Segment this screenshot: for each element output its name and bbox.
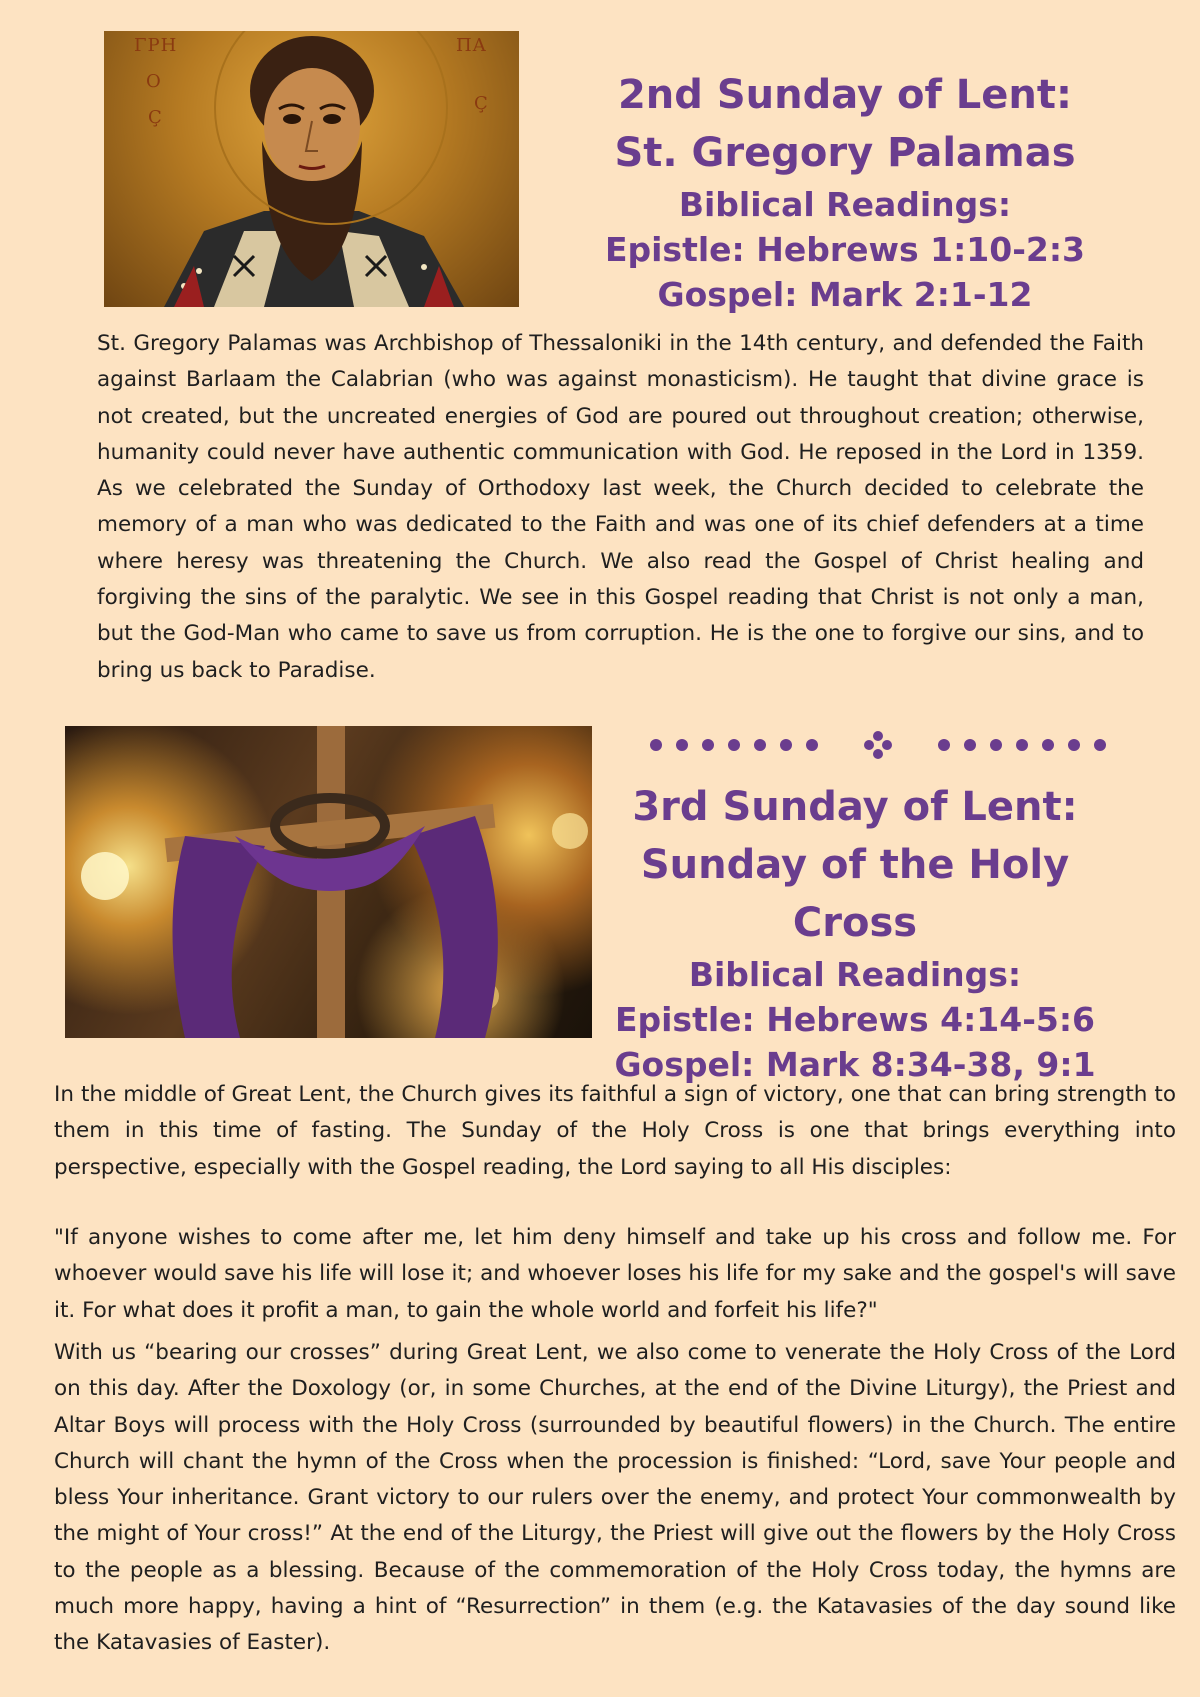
- section1-body: St. Gregory Palamas was Archbishop of Thessaloniki in the 14th century, and defended the Faith against Barlaam the Calabrian (who was against monasticism). He taught that divine grace is not created, but the uncreated energies of God are poured out throughout creation; otherwise, humanity could never have authentic communication with God. He reposed in the Lord in 1359. As we celebrated the Sunday of Orthodoxy last week, the Church decided to celebrate the memory of a man who was dedicated to the Faith and was one of its chief defenders at a time where heresy was threatening the Church. We also read the Gospel of Christ healing and forgiving the sins of the paralytic. We see in this Gospel reading that Christ is not only a man, but the God-Man who came to save us from corruption. He is the one to forgive our sins, and to bring us back to Paradise.: [97, 331, 1144, 683]
- section2-readings-label: Biblical Readings:: [688, 955, 1022, 994]
- holy-cross-image: [65, 726, 592, 1038]
- section1-heading: [560, 66, 1130, 317]
- icon-lettering: Ç: [474, 93, 489, 114]
- section1-gospel: Gospel: Mark 2:1-12: [657, 275, 1033, 314]
- cross-illustration: [65, 726, 592, 1038]
- section1-title-line2: St. Gregory Palamas: [614, 130, 1076, 176]
- section1-readings-label: Biblical Readings:: [678, 185, 1012, 224]
- icon-lettering: Ο: [146, 71, 162, 92]
- ornament-divider: [648, 730, 1108, 760]
- section2-heading: [590, 778, 1120, 1087]
- section1-title-line1: 2nd Sunday of Lent:: [617, 72, 1073, 118]
- section2-title-line1: 3rd Sunday of Lent:: [632, 784, 1078, 830]
- section1-epistle: Epistle: Hebrews 1:10-2:3: [604, 230, 1086, 269]
- section2-epistle: Epistle: Hebrews 4:14-5:6: [614, 1000, 1096, 1039]
- icon-lettering: ΠΑ: [456, 35, 487, 56]
- saint-gregory-icon-image: [104, 31, 519, 307]
- section2-title-line2: Sunday of the Holy Cross: [640, 842, 1070, 946]
- section2-gospel-quote: "If anyone wishes to come after me, let him deny himself and take up his cross and follow me. For whoever would save his life will lose it; and whoever loses his life for my sake and the gospel's will save it. For what does it profit a man, to gain the whole world and forfeit his life?": [54, 1225, 1176, 1323]
- section2-body-veneration: With us “bearing our crosses” during Great Lent, we also come to venerate the Holy Cross of the Lord on this day. After the Doxology (or, in some Churches, at the end of the Divine Liturgy), the Priest and Altar Boys will process with the Holy Cross (surrounded by beautiful flowers) in the Church. The entire Church will chant the hymn of the Cross when the procession is finished: “Lord, save Your people and bless Your inheritance. Grant victory to our rulers over the enemy, and protect Your commonwealth by the might of Your cross!” At the end of the Liturgy, the Priest will give out the flowers by the Holy Cross to the people as a blessing. Because of the commemoration of the Holy Cross today, the hymns are much more happy, having a hint of “Resurrection” in them (e.g. the Katavasies of the day sound like the Katavasies of Easter).: [54, 1340, 1176, 1656]
- section2-body-intro: In the middle of Great Lent, the Church gives its faithful a sign of victory, one that can bring strength to them in this time of fasting. The Sunday of the Holy Cross is one that brings everything into perspective, especially with the Gospel reading, the Lord saying to all His disciples:: [54, 1082, 1176, 1180]
- section2-gospel: Gospel: Mark 8:34-38, 9:1: [614, 1045, 1096, 1084]
- icon-lettering: ΓΡΗ: [134, 35, 178, 56]
- icon-lettering: Ç: [148, 107, 163, 128]
